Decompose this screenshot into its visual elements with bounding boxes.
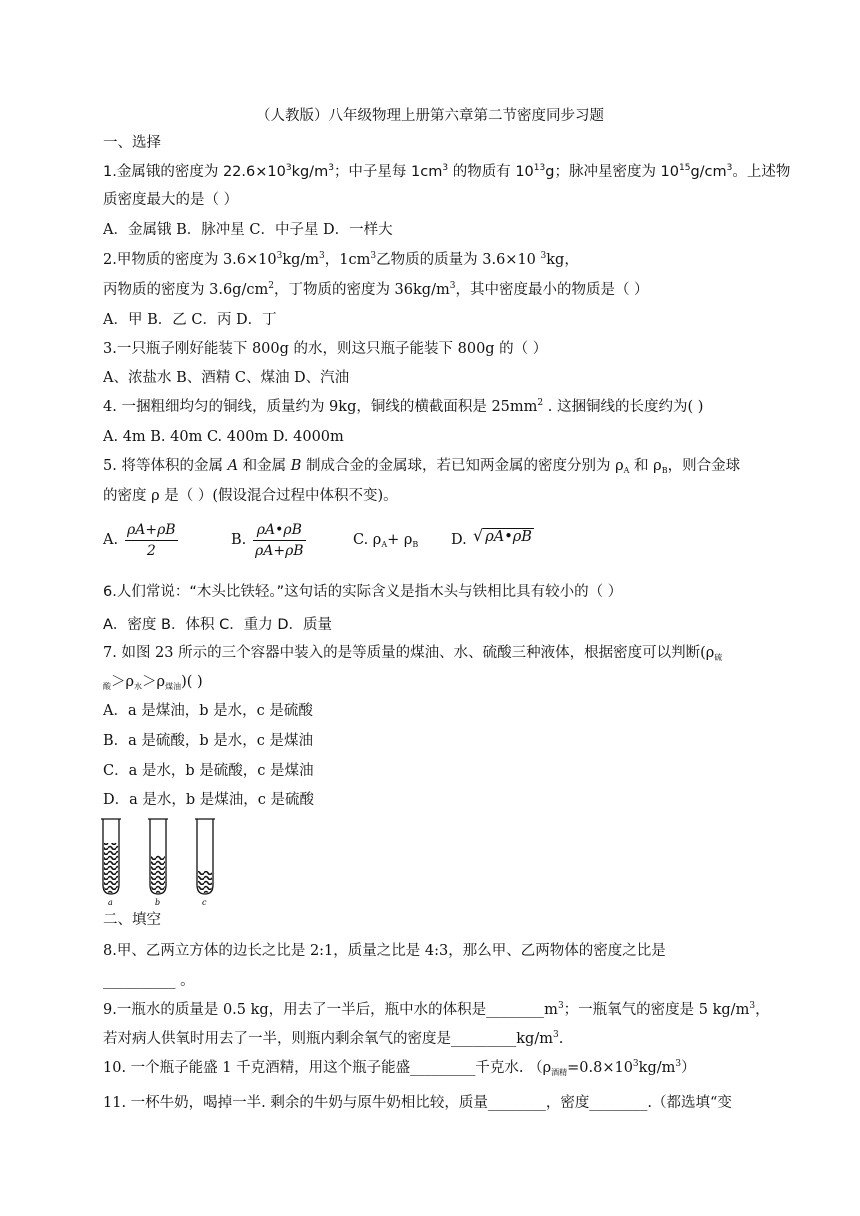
question-2-options: A．甲 B．乙 C．丙 D．丁	[103, 312, 277, 328]
option-d-sqrt: √ ρA•ρB	[473, 526, 532, 545]
question-10-text: 10. 一个瓶子能盛 1 千克酒精，用这个瓶子能盛_________千克水. $(\rho_{酒精}=0.8\times 10^3kg/m^3)$	[103, 1059, 696, 1077]
tube-c	[195, 819, 215, 894]
section-heading-choice: 一、选择	[103, 135, 161, 151]
question-7-line2: $_酸>\rho_水>\rho_{煤油}$)( )	[103, 674, 203, 691]
question-7-option-d: D．a 是水，b 是煤油，c 是硫酸	[103, 792, 314, 808]
test-tubes-figure	[100, 815, 230, 907]
question-1-options: A．金属锇 B．脉冲星 C．中子星 D．一样大	[103, 222, 393, 238]
question-1-line1: 1.金属锇的密度为 $22.6\times 10^3kg/m^3$；中子星每 $1cm^3$ 的物质有 $10^{13}g$；脉冲星密度为 $10^{15}g/cm^3$。上述物	[103, 163, 791, 180]
tube-b-label: b	[155, 898, 161, 907]
question-11-text: 11. 一杯牛奶，喝掉一半. 剩余的牛奶与原牛奶相比较，质量________，密度________.（都选填“变	[103, 1095, 732, 1111]
option-a-fraction: $\frac{\rho A+\rho B}{2}$	[127, 522, 176, 559]
option-b-label: B.	[231, 532, 247, 548]
question-8-text: 8.甲、乙两立方体的边长之比是 2:1，质量之比是 4:3，那么甲、乙两物体的密度之比是	[103, 943, 666, 959]
tube-a	[101, 819, 121, 894]
option-b-fraction: $\frac{\rho A•\rho B}{\rho A+\rho B}$	[255, 522, 304, 559]
question-3-options: A、浓盐水 B、酒精 C、煤油 D、汽油	[103, 370, 350, 386]
question-6-text: 6.人们常说：“木头比铁轻。”这句话的实际含义是指木头与铁相比具有较小的（ ）	[103, 584, 623, 600]
question-7-option-a: A．a 是煤油，b 是水，c 是硫酸	[103, 703, 313, 719]
question-5-line1: 5. 将等体积的金属 A 和金属 B 制成合金的金属球，若已知两金属的密度分别为 $\rho_A$ 和 $\rho_B$，则合金球	[103, 458, 741, 475]
question-2-line1: 2.甲物质的密度为 $3.6\times 10^3kg/m^3$，$1cm^3$乙物质的质量为 3.6×10 $^3$kg，	[103, 251, 579, 268]
question-8-line2: __________ 。	[103, 973, 195, 989]
tube-a-label: a	[108, 898, 113, 907]
question-7-line1: 7. 如图 23 所示的三个容器中装入的是等质量的煤油、水、硫酸三种液体，根据密度可以判断($\rho_硫$	[103, 645, 723, 662]
option-d-label: D.	[451, 532, 467, 548]
question-4-text: 4. 一捆粗细均匀的铜线，质量约为 9kg，铜线的横截面积是 $25mm^2$ . 这捆铜线的长度约为( )	[103, 398, 704, 415]
option-c: C. $\rho_A+ \rho_B$	[353, 532, 419, 549]
question-2-line2: 丙物质的密度为 $3.6g/cm^2$，丁物质的密度为 $36kg/m^3$，其中密度最小的物质是（ ）	[103, 281, 649, 298]
question-7-option-b: B．a 是硫酸，b 是水，c 是煤油	[103, 733, 314, 749]
question-6-options: A．密度 B．体积 C．重力 D．质量	[103, 617, 332, 633]
page-title: （人教版）八年级物理上册第六章第二节密度同步习题	[256, 108, 604, 124]
option-a-label: A.	[103, 532, 119, 548]
question-3-text: 3.一只瓶子刚好能装下 800g 的水，则这只瓶子能装下 800g 的（ ）	[103, 341, 548, 357]
question-4-options: A. 4m B. 40m C. 400m D. 4000m	[103, 429, 344, 445]
question-5-line2: 的密度 ρ 是（ ）(假设混合过程中体积不变)。	[103, 488, 398, 504]
question-7-option-c: C．a 是水，b 是硫酸，c 是煤油	[103, 763, 314, 779]
tube-b	[148, 819, 168, 894]
section-heading-fill: 二、填空	[103, 912, 161, 928]
tube-c-label: c	[202, 898, 207, 907]
question-5-options	[103, 520, 763, 564]
question-1-line2: 质密度最大的是（ ）	[103, 192, 239, 208]
question-9-line2: 若对病人供氧时用去了一半，则瓶内剩余氧气的密度是$\_\_\_\_\_\_\_\_\_kg/m^3$.	[103, 1030, 564, 1047]
question-9-line1: 9.一瓶水的质量是 0.5 kg，用去了一半后，瓶中水的体积是$\_\_\_\_\_\_\_\_m^3$；一瓶氧气的密度是 5 $kg/m^3$，	[103, 1001, 770, 1018]
